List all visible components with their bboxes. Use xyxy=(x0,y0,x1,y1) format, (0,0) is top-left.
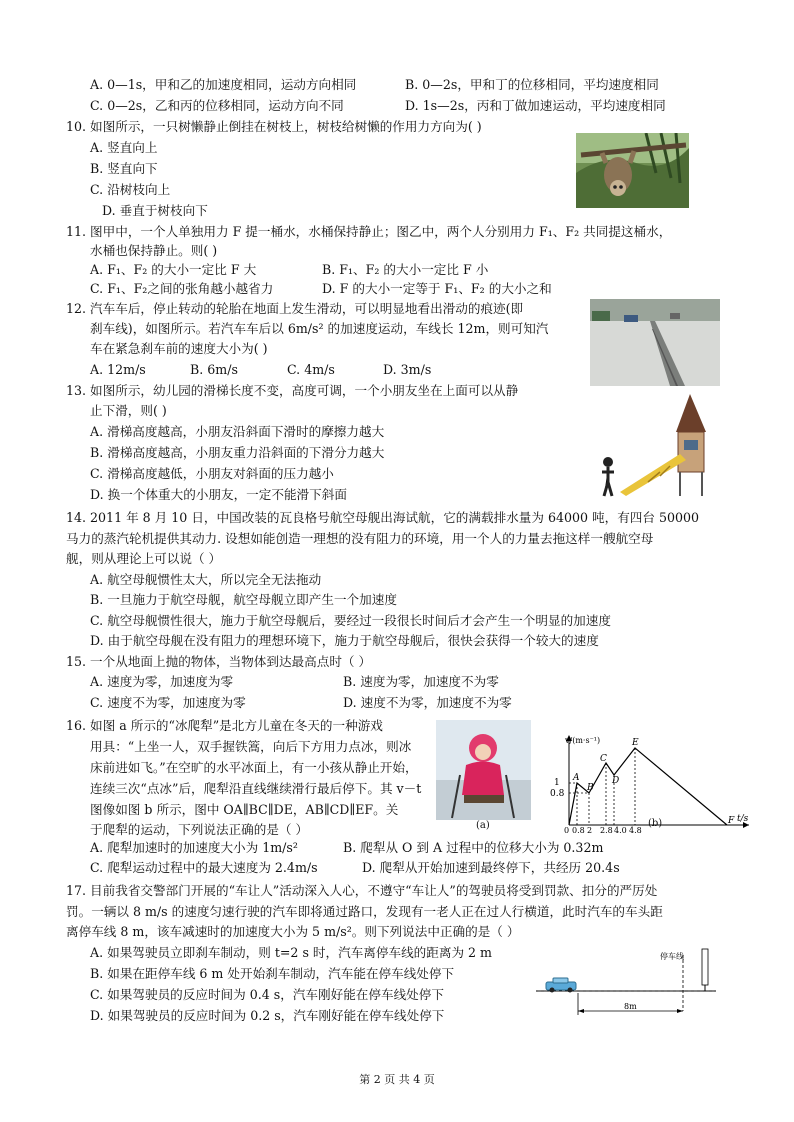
q14-option-a: A. 航空母舰惯性太大，所以完全无法拖动 xyxy=(90,572,322,587)
q13-stem-2: 止下滑，则( ) xyxy=(90,403,167,418)
q17-option-a: A. 如果驾驶员立即刹车制动，则 t=2 s 时，汽车离停车线的距离为 2 m xyxy=(90,945,493,960)
q15-option-c: C. 速度不为零，加速度为零 xyxy=(90,695,246,710)
q15-option-b: B. 速度为零，加速度不为零 xyxy=(343,674,499,689)
graph-x-tick-0: 0 xyxy=(564,826,570,833)
q11-option-d: D. F 的大小一定等于 F₁、F₂ 的大小之和 xyxy=(322,281,552,296)
stop-line-label: 停车线 xyxy=(660,952,684,961)
q10-stem: 10. 如图所示，一只树懒静止倒挂在树枝上，树枝给树懒的作用力方向为( ) xyxy=(66,119,482,134)
stop-line-figure xyxy=(536,945,716,1020)
q16-stem-2: 用具：“上坐一人，双手握铁篙，向后下方用力点冰，则冰 xyxy=(90,739,412,754)
q10-option-b: B. 竖直向下 xyxy=(90,161,158,176)
q16-option-c: C. 爬犁运动过程中的最大速度为 2.4m/s xyxy=(90,860,318,875)
graph-x-tick-28: 2.8 xyxy=(600,826,613,833)
q9-option-b: B. 0—2s，甲和丁的位移相同，平均速度相同 xyxy=(405,77,659,92)
q17-stem-2: 罚。一辆以 8 m/s 的速度匀速行驶的汽车即将通过路口，发现有一老人正在过人行横道，此时汽车的车头距 xyxy=(66,904,663,919)
graph-point-b: B xyxy=(587,783,594,793)
sloth-photo xyxy=(576,133,689,208)
page-footer: 第 2 页 共 4 页 xyxy=(359,1073,435,1086)
q13-option-c: C. 滑梯高度越低，小朋友对斜面的压力越小 xyxy=(90,466,334,481)
q16-option-d: D. 爬犁从开始加速到最终停下，共经历 20.4s xyxy=(362,860,620,875)
q16-option-b: B. 爬犁从 O 到 A 过程中的位移大小为 0.32m xyxy=(343,840,604,855)
q16-stem-6: 于爬犁的运动，下列说法正确的是（ ） xyxy=(90,822,309,837)
graph-x-unit: t/s xyxy=(737,814,749,824)
q13-option-a: A. 滑梯高度越高，小朋友沿斜面下滑时的摩擦力越大 xyxy=(90,424,385,439)
q16-stem-1: 16. 如图 a 所示的“冰爬犁”是北方儿童在冬天的一种游戏 xyxy=(66,718,383,733)
graph-y-tick-08: 0.8 xyxy=(550,789,565,799)
q9-option-a: A. 0—1s，甲和乙的加速度相同，运动方向相同 xyxy=(90,77,357,92)
q16-stem-3: 床前进如飞。”在空旷的水平冰面上，有一小孩从静止开始， xyxy=(90,760,418,775)
q16-option-a: A. 爬犁加速时的加速度大小为 1m/s² xyxy=(90,840,298,855)
q15-option-d: D. 速度不为零，加速度不为零 xyxy=(343,695,512,710)
q9-option-c: C. 0—2s，乙和丙的位移相同，运动方向不同 xyxy=(90,98,344,113)
distance-label: 8m xyxy=(624,1002,637,1011)
q12-stem-3: 车在紧急刹车前的速度大小为( ) xyxy=(90,341,268,356)
skid-marks-photo xyxy=(590,299,720,386)
q13-stem-1: 13. 如图所示，幼儿园的滑梯长度不变，高度可调，一个小朋友坐在上面可以从静 xyxy=(66,383,519,398)
q17-option-d: D. 如果驾驶员的反应时间为 0.2 s，汽车刚好能在停车线处停下 xyxy=(90,1008,445,1023)
figure-b-label: (b) xyxy=(648,818,663,829)
q11-option-b: B. F₁、F₂ 的大小一定比 F 小 xyxy=(322,262,489,277)
graph-point-a: A xyxy=(573,773,580,783)
q17-stem-3: 离停车线 8 m，该车减速时的加速度大小为 5 m/s²。则下列说法中正确的是（ ） xyxy=(66,924,520,939)
q12-stem-1: 12. 汽车车后，停止转动的轮胎在地面上发生滑动，可以明显地看出滑动的痕迹(即 xyxy=(66,301,524,316)
ice-sled-photo xyxy=(436,720,531,820)
graph-point-d: D xyxy=(612,776,620,786)
q13-option-b: B. 滑梯高度越高，小朋友重力沿斜面的下滑分力越大 xyxy=(90,445,385,460)
q16-stem-4: 连续三次“点冰”后，爬犁沿直线继续滑行最后停下。其 v－t xyxy=(90,781,422,796)
q11-option-a: A. F₁、F₂ 的大小一定比 F 大 xyxy=(90,262,257,277)
q15-option-a: A. 速度为零，加速度为零 xyxy=(90,674,234,689)
q12-option-c: C. 4m/s xyxy=(287,362,335,377)
slide-picture xyxy=(598,392,718,498)
graph-y-tick-1: 1 xyxy=(554,778,560,788)
graph-point-c: C xyxy=(600,754,607,764)
q12-option-a: A. 12m/s xyxy=(90,362,146,377)
q14-option-b: B. 一旦施力于航空母舰，航空母舰立即产生一个加速度 xyxy=(90,592,397,607)
graph-x-tick-48: 4.8 xyxy=(629,826,642,833)
q16-stem-5: 图像如图 b 所示，图中 OA∥BC∥DE，AB∥CD∥EF。关 xyxy=(90,802,399,817)
q13-option-d: D. 换一个体重大的小朋友，一定不能滑下斜面 xyxy=(90,487,347,502)
q11-option-c: C. F₁、F₂之间的张角越小越省力 xyxy=(90,281,274,296)
q17-stem-1: 17. 目前我省交警部门开展的“车让人”活动深入人心，不遵守“车让人”的驾驶员将受到罚款、扣分的严厉处 xyxy=(66,883,658,898)
q15-stem: 15. 一个从地面上抛的物体，当物体到达最高点时（ ） xyxy=(66,654,372,669)
q12-stem-2: 刹车线)，如图所示。若汽车车后以 6m/s² 的加速度运动，车线长 12m，则可知汽 xyxy=(90,321,549,336)
graph-y-unit: v/(m·s⁻¹) xyxy=(565,736,601,745)
q11-stem-1: 11. 图甲中，一个人单独用力 F 提一桶水，水桶保持静止；图乙中，两个人分别用力 F₁、F₂ 共同提这桶水， xyxy=(66,224,672,239)
q10-option-d: D. 垂直于树枝向下 xyxy=(102,203,208,218)
graph-point-e: E xyxy=(632,738,639,748)
graph-x-tick-40: 4.0 xyxy=(614,826,627,833)
q9-option-d: D. 1s—2s，丙和丁做加速运动，平均速度相同 xyxy=(405,98,666,113)
q12-option-d: D. 3m/s xyxy=(383,362,432,377)
q12-option-b: B. 6m/s xyxy=(190,362,238,377)
q14-stem-1: 14. 2011 年 8 月 10 日，中国改装的瓦良格号航空母舰出海试航，它的满载排水量为 64000 吨，有四台 50000 xyxy=(66,510,700,525)
q17-option-b: B. 如果在距停车线 6 m 处开始刹车制动，汽车能在停车线处停下 xyxy=(90,966,455,981)
q10-option-c: C. 沿树枝向上 xyxy=(90,182,171,197)
q17-option-c: C. 如果驾驶员的反应时间为 0.4 s，汽车刚好能在停车线处停下 xyxy=(90,987,444,1002)
q14-option-c: C. 航空母舰惯性很大，施力于航空母舰后，要经过一段很长时间后才会产生一个明显的加速度 xyxy=(90,613,611,628)
q14-stem-2: 马力的蒸汽轮机提供其动力. 设想如能创造一理想的没有阻力的环境，用一个人的力量去拖这样一艘航空母 xyxy=(66,531,654,546)
graph-x-tick-08: 0.8 xyxy=(572,826,585,833)
graph-point-f: F xyxy=(728,816,735,826)
figure-a-label: (a) xyxy=(476,820,490,831)
graph-x-tick-2: 2 xyxy=(587,826,593,833)
q14-option-d: D. 由于航空母舰在没有阻力的理想环境下，施力于航空母舰后，很快会获得一个较大的速度 xyxy=(90,633,599,648)
q11-stem-2: 水桶也保持静止。则( ) xyxy=(90,243,218,258)
q10-option-a: A. 竖直向上 xyxy=(90,140,158,155)
q14-stem-3: 舰，则从理论上可以说（ ） xyxy=(66,551,222,566)
